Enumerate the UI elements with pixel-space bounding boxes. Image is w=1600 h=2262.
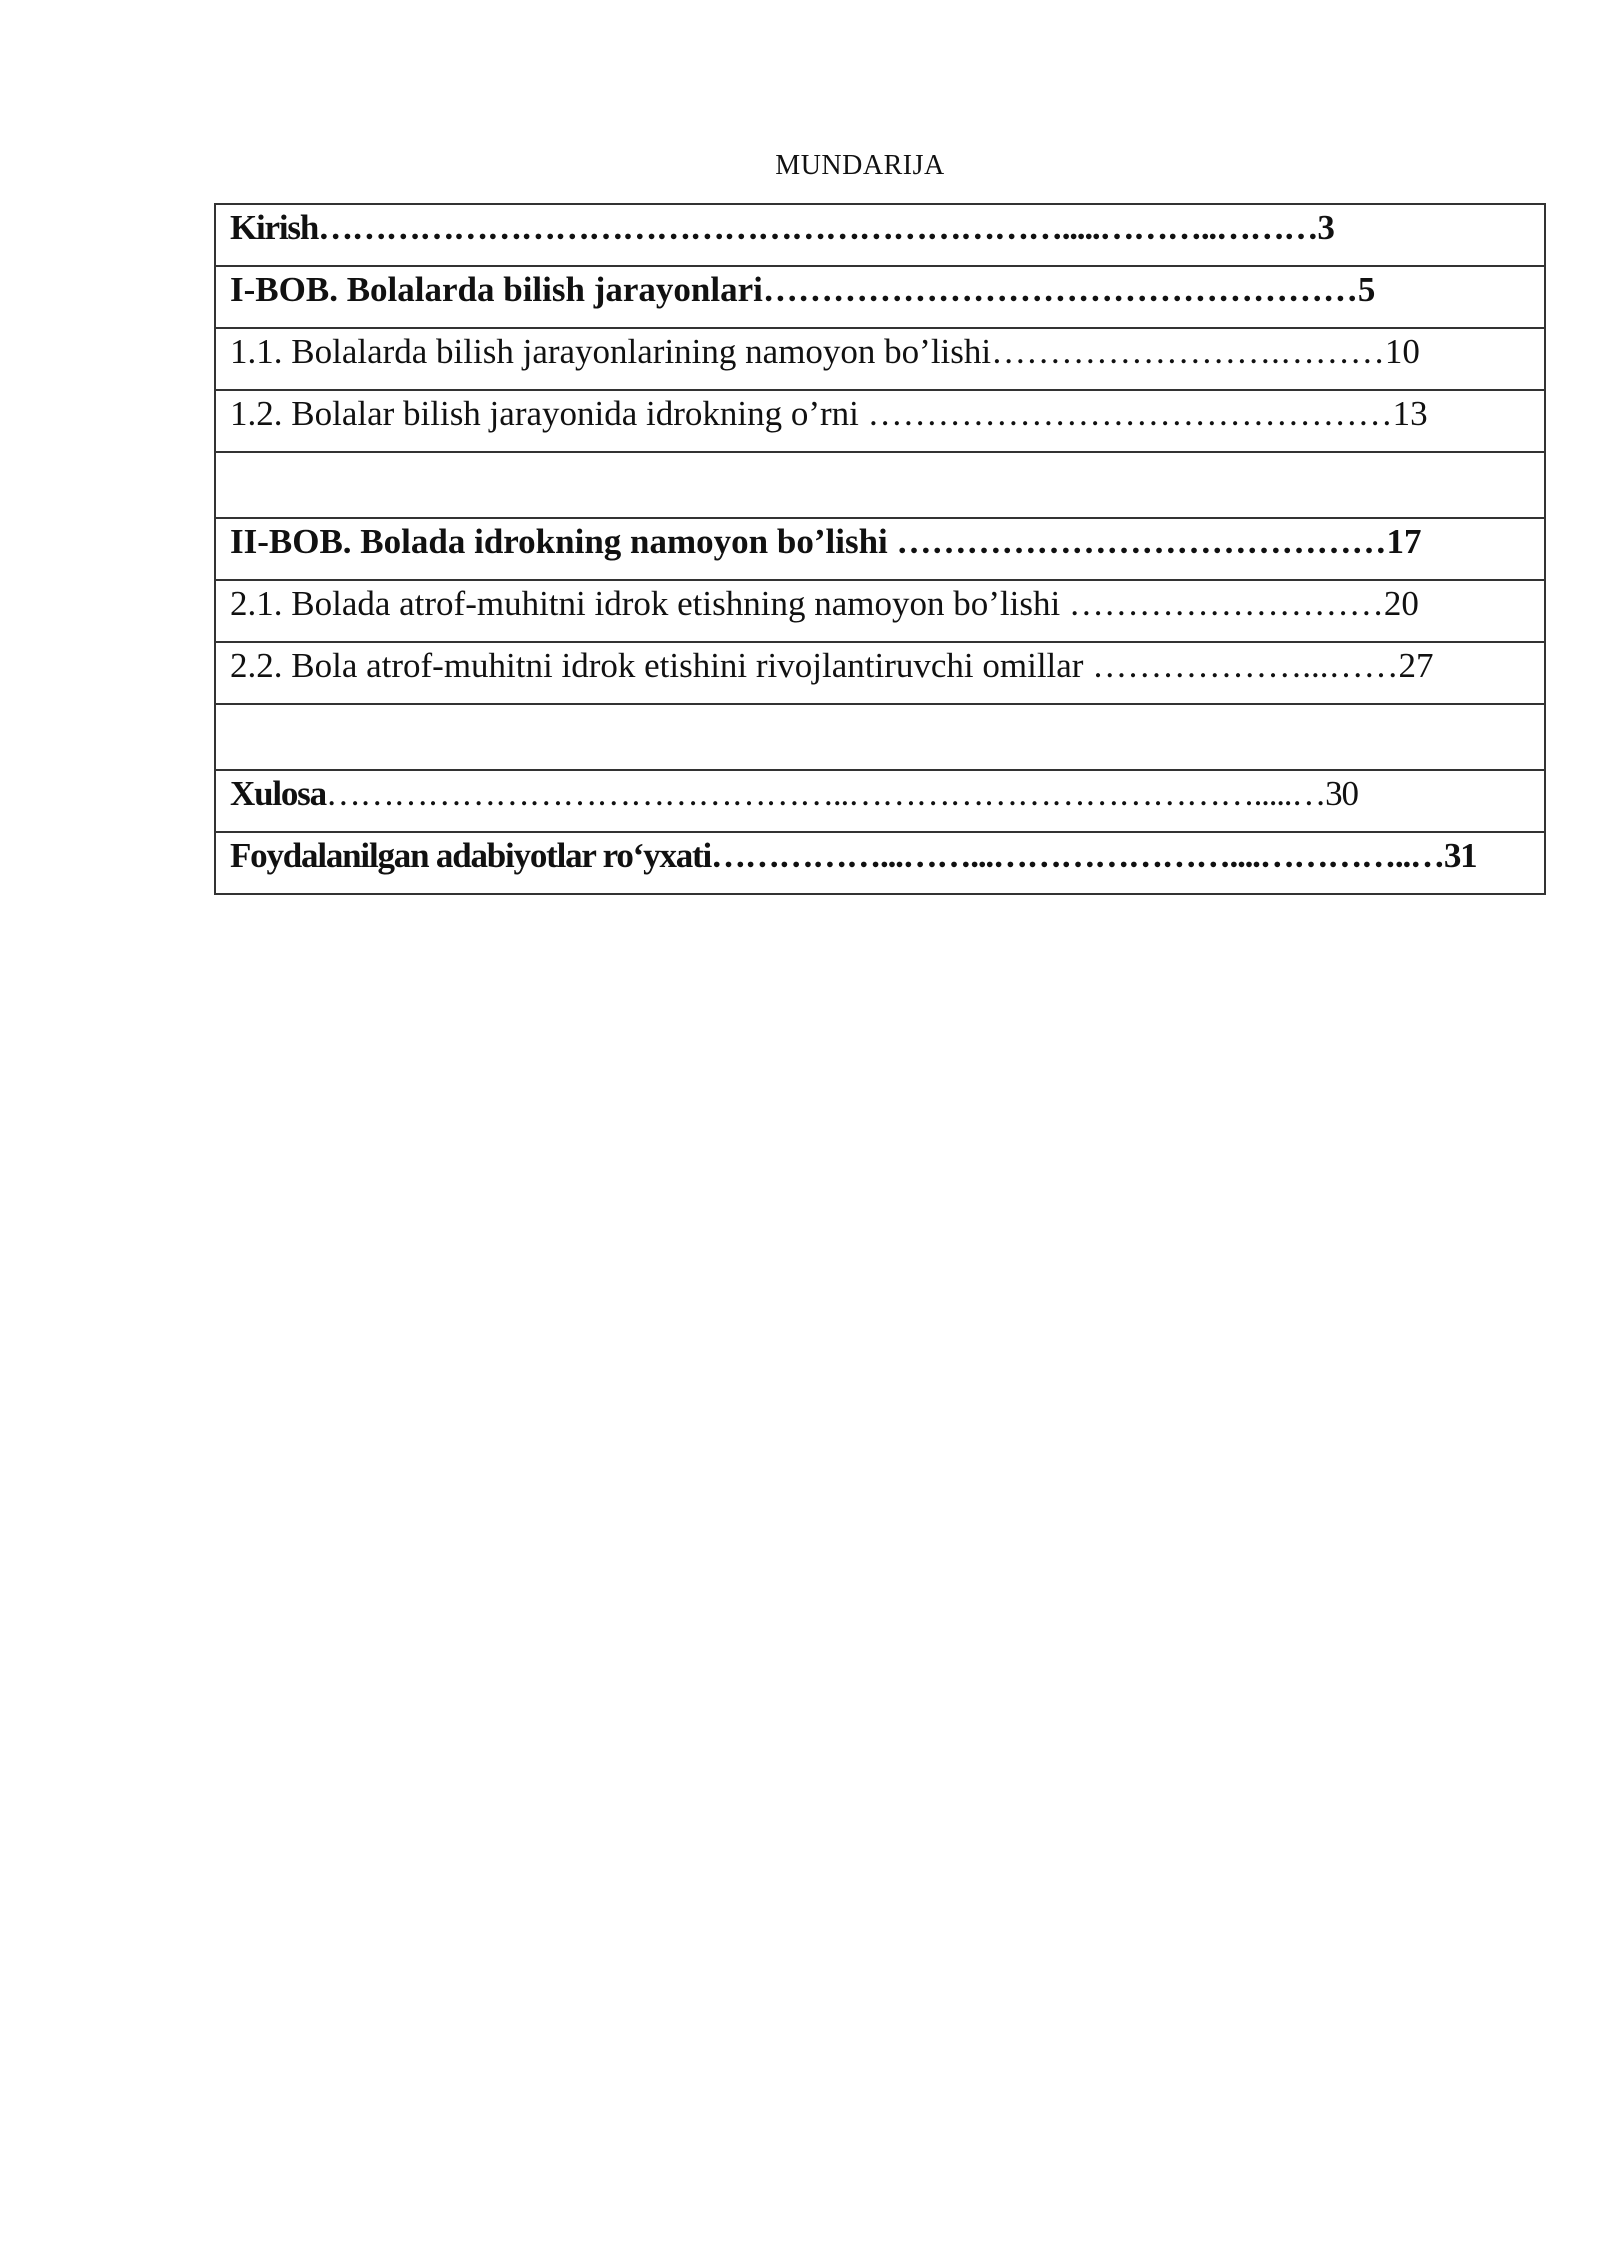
toc-entry-text: Foydalanilgan adabiyotlar ro‘yxati……………...……...…………………....…………..…31 (230, 836, 1477, 875)
toc-entry-chapter-2 (215, 518, 1545, 580)
toc-entry-text: 1.2. Bolalar bilish jarayonida idrokning o’rni ………………………………………13 (230, 394, 1428, 433)
toc-cell (215, 328, 1545, 390)
toc-entry-text: II-BOB. Bolada idrokning namoyon bo’lishi ……………………………………17 (230, 522, 1422, 561)
toc-entry-chapter-1 (215, 266, 1545, 328)
toc-blank-row (215, 452, 1545, 518)
toc-entry-text: 2.1. Bolada atrof-muhitni idrok etishning namoyon bo’lishi ………………………20 (230, 584, 1419, 623)
toc-cell (215, 832, 1545, 894)
toc-entry-section-1-1 (215, 328, 1545, 390)
toc-blank-row (215, 704, 1545, 770)
toc-cell-empty (215, 704, 1545, 770)
page-title: MUNDARIJA (775, 150, 945, 181)
toc-entry-introduction (215, 204, 1545, 266)
toc-entry-text: 2.2. Bola atrof-muhitni idrok etishini rivojlantiruvchi omillar ………………...……27 (230, 646, 1434, 685)
toc-entry-section-2-1 (215, 580, 1545, 642)
toc-entry-references (215, 832, 1545, 894)
toc-entry-leader: ………………………………………..……………………………….....…30 (325, 774, 1358, 813)
toc-entry-bold-label: Xulosa (230, 774, 326, 813)
toc-cell (215, 266, 1545, 328)
table-of-contents (214, 203, 1546, 895)
toc-entry-text (230, 771, 1530, 814)
toc-cell-empty (215, 452, 1545, 518)
toc-entry-text: 1.1. Bolalarda bilish jarayonlarining namoyon bo’lishi…………………….………10 (230, 332, 1420, 371)
toc-entry-section-1-2 (215, 390, 1545, 452)
toc-entry-section-2-2 (215, 642, 1545, 704)
toc-cell (215, 642, 1545, 704)
toc-entry-text: I-BOB. Bolalarda bilish jarayonlari……………………………………………5 (230, 270, 1376, 309)
toc-cell (215, 518, 1545, 580)
toc-entry-text: Kirish………………………………………………………….....………..………3 (230, 208, 1334, 247)
toc-cell (215, 580, 1545, 642)
toc-cell (215, 770, 1545, 832)
toc-entry-conclusion (215, 770, 1545, 832)
toc-cell (215, 390, 1545, 452)
toc-cell (215, 204, 1545, 266)
